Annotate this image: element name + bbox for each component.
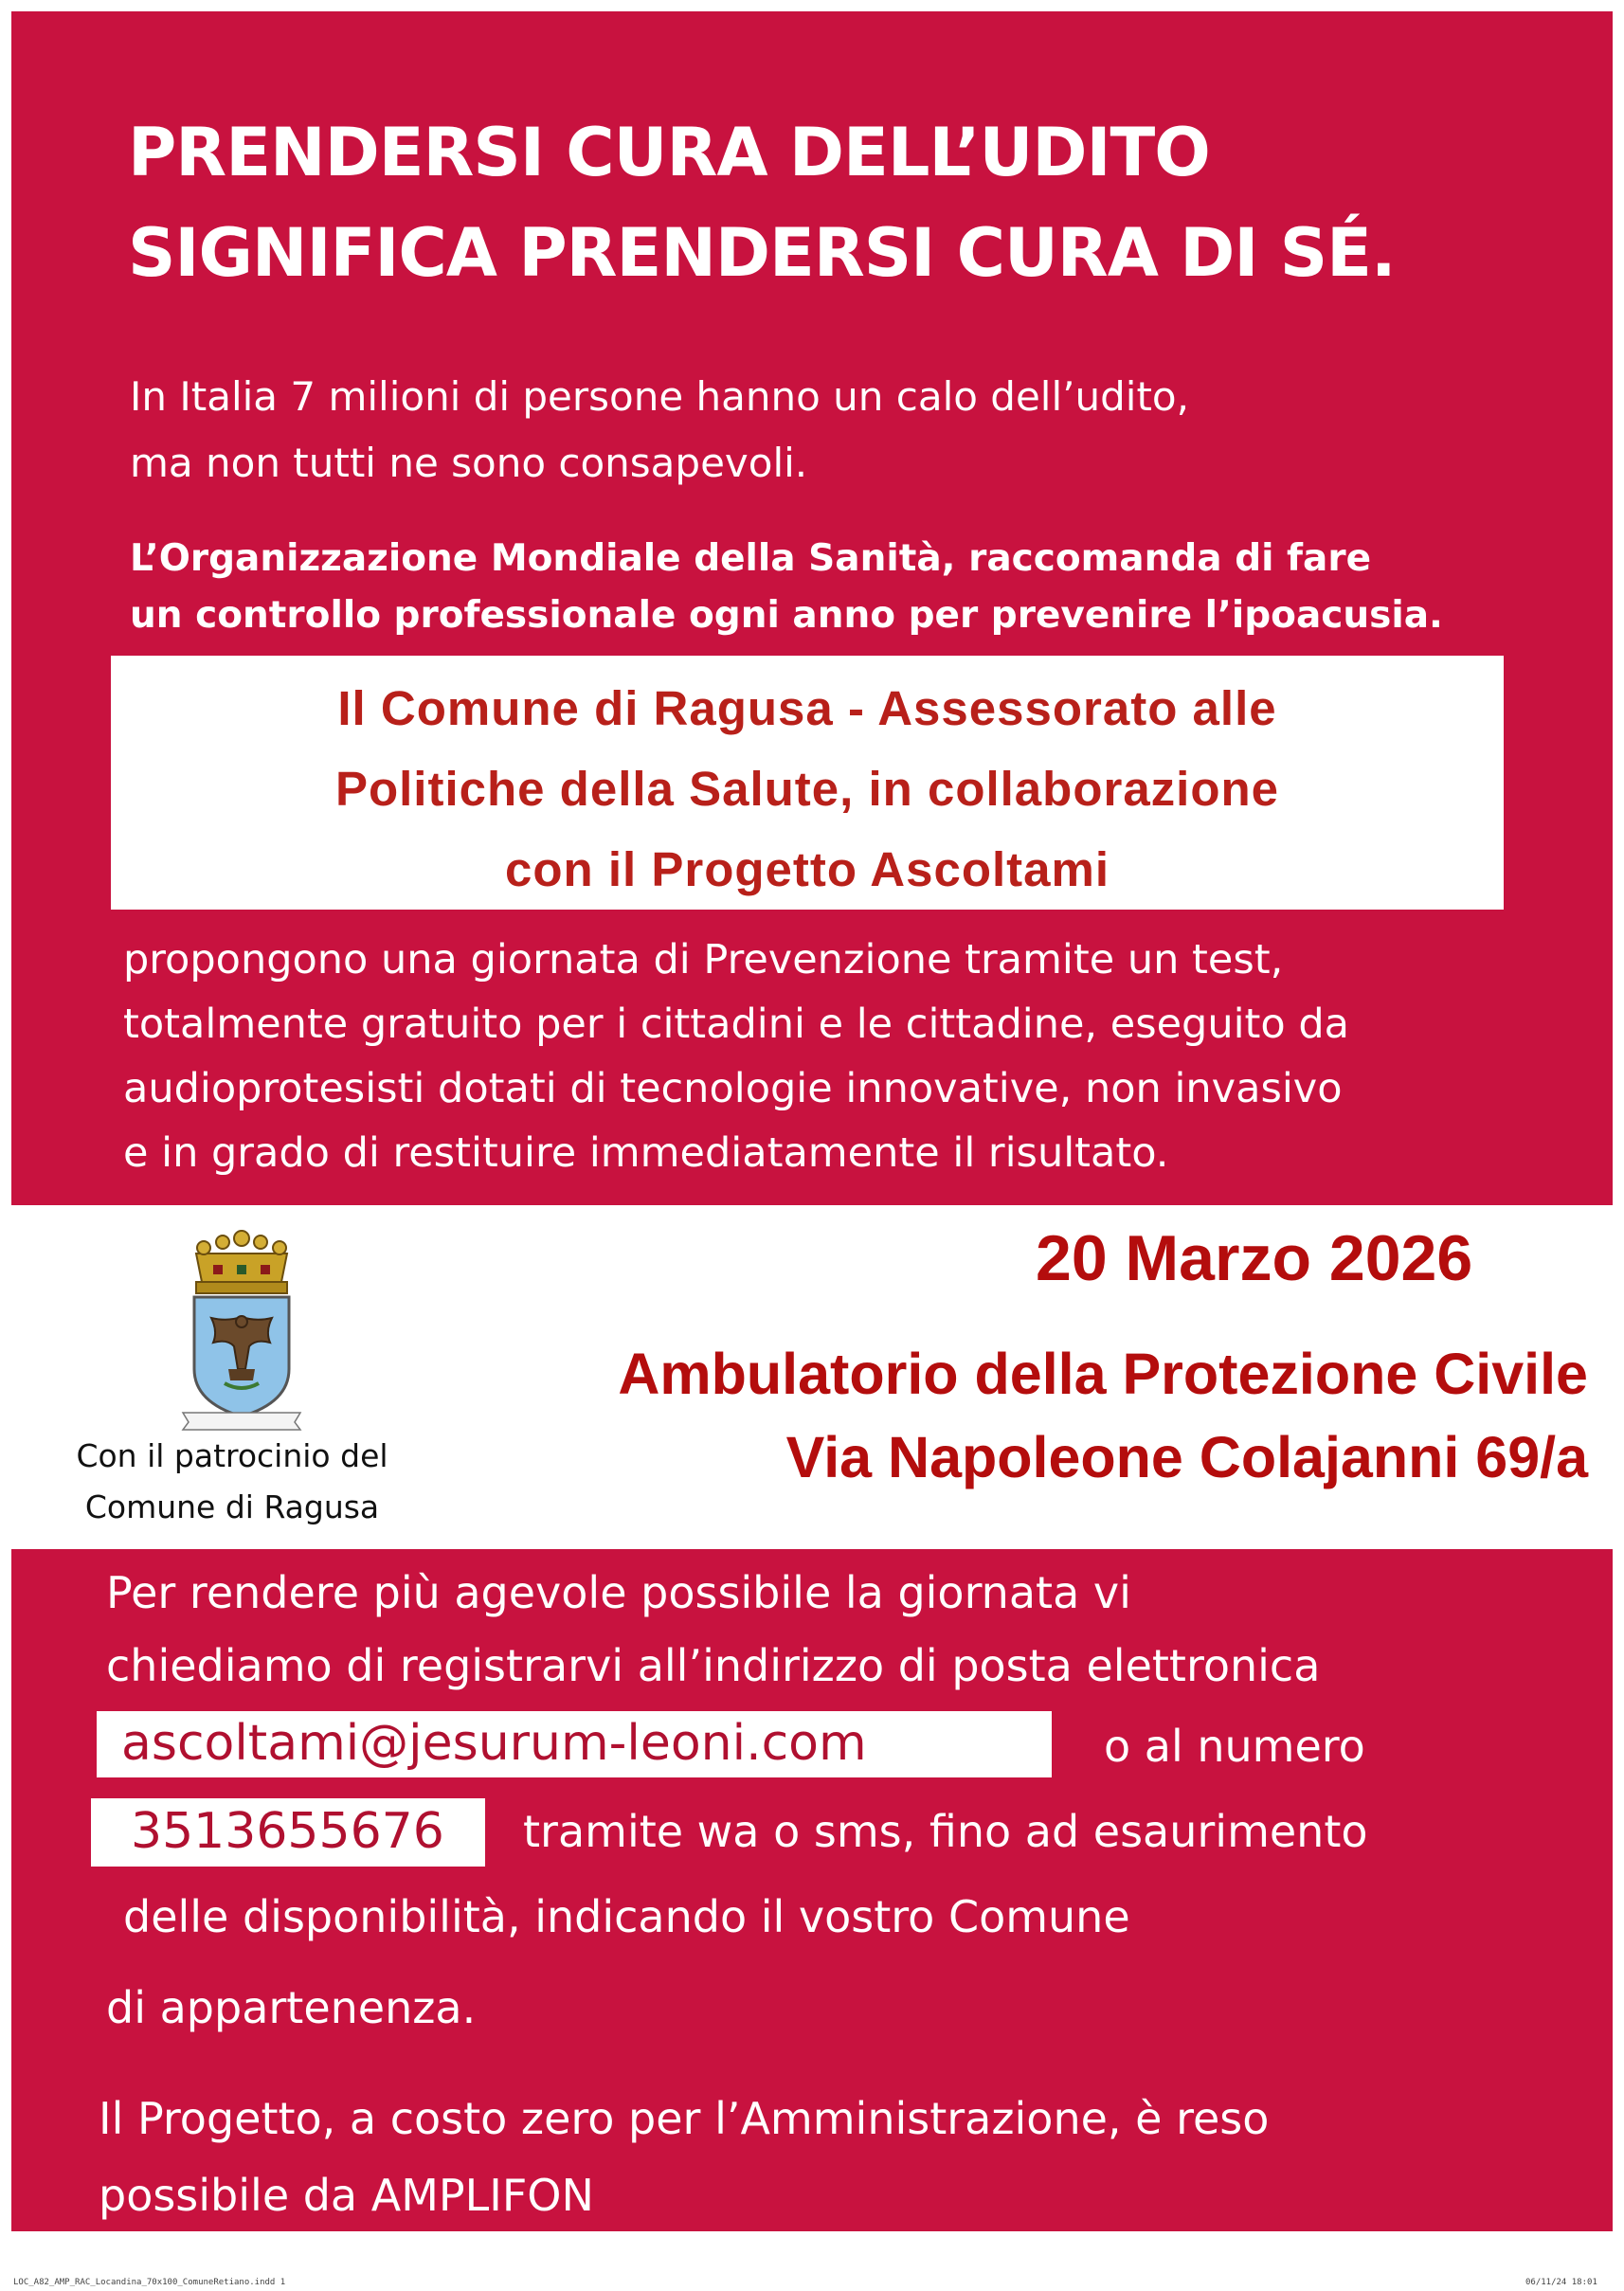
phone-number[interactable]: 3513655676 bbox=[131, 1803, 444, 1860]
headline-line1: PRENDERSI CURA DELL’UDITO bbox=[128, 114, 1210, 191]
email-link[interactable]: ascoltami@jesurum-leoni.com bbox=[121, 1715, 867, 1772]
or-number-text: o al numero bbox=[1104, 1721, 1365, 1772]
proposal-line2: totalmente gratuito per i cittadini e le cittadine, eseguito da bbox=[123, 1001, 1350, 1048]
who-line1: L’Organizzazione Mondiale della Sanità, raccomanda di fare bbox=[130, 537, 1372, 580]
event-location-line1: Ambulatorio della Protezione Civile bbox=[618, 1342, 1588, 1406]
crown-icon bbox=[196, 1231, 287, 1293]
proposal-line3: audioprotesisti dotati di tecnologie innovative, non invasivo bbox=[123, 1065, 1343, 1112]
footer-date-note: 06/11/24 18:01 bbox=[1525, 2278, 1597, 2287]
registration-line1: Per rendere più agevole possibile la giornata vi bbox=[106, 1567, 1131, 1618]
comune-box bbox=[111, 656, 1504, 910]
who-line2: un controllo professionale ogni anno per prevenire l’ipoacusia. bbox=[130, 594, 1443, 637]
event-date: 20 Marzo 2026 bbox=[1036, 1222, 1473, 1294]
event-location-line2: Via Napoleone Colajanni 69/a bbox=[785, 1425, 1588, 1489]
patronage-line1: Con il patrocinio del bbox=[76, 1437, 388, 1474]
comune-line1: Il Comune di Ragusa - Assessorato alle bbox=[337, 681, 1277, 735]
registration-line2: chiediamo di registrarvi all’indirizzo di posta elettronica bbox=[106, 1640, 1321, 1691]
headline-line2: SIGNIFICA PRENDERSI CURA DI SÉ. bbox=[128, 214, 1396, 292]
registration-via: tramite wa o sms, fino ad esaurimento bbox=[523, 1806, 1368, 1857]
registration-line6: di appartenenza. bbox=[106, 1982, 477, 2033]
registration-line5: delle disponibilità, indicando il vostro Comune bbox=[123, 1891, 1130, 1942]
intro-line2: ma non tutti ne sono consapevoli. bbox=[130, 440, 808, 486]
footer-file-note: LOC_A82_AMP_RAC_Locandina_70x100_ComuneRetiano.indd 1 bbox=[13, 2278, 286, 2287]
municipal-crest-icon bbox=[175, 1227, 308, 1431]
sponsor-line1: Il Progetto, a costo zero per l’Amministrazione, è reso bbox=[99, 2093, 1270, 2144]
sponsor-line2: possibile da AMPLIFON bbox=[99, 2170, 594, 2221]
patronage-line2: Comune di Ragusa bbox=[84, 1488, 380, 1525]
email-box[interactable] bbox=[97, 1711, 1052, 1777]
comune-line2: Politiche della Salute, in collaborazione bbox=[334, 762, 1280, 816]
proposal-line4: e in grado di restituire immediatamente il risultato. bbox=[123, 1129, 1169, 1177]
intro-line1: In Italia 7 milioni di persone hanno un calo dell’udito, bbox=[130, 373, 1189, 420]
proposal-line1: propongono una giornata di Prevenzione tramite un test, bbox=[123, 936, 1284, 983]
phone-box[interactable] bbox=[91, 1798, 485, 1867]
comune-line3: con il Progetto Ascoltami bbox=[504, 842, 1110, 896]
